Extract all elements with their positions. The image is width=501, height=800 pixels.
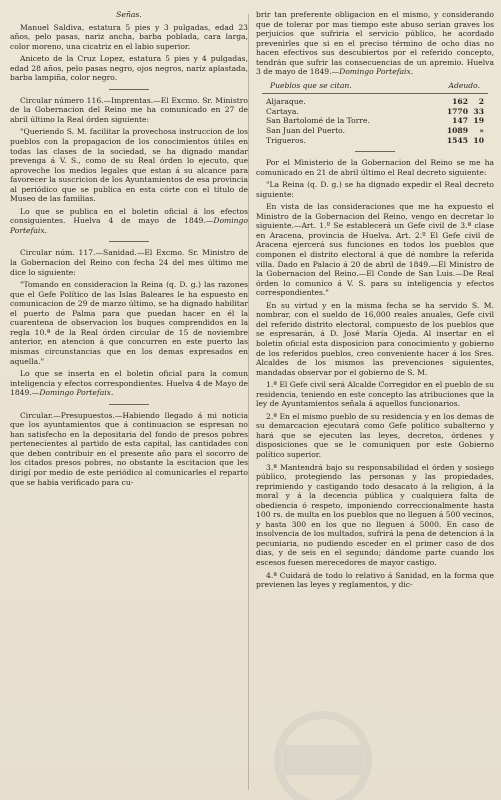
- column-divider: [248, 14, 249, 790]
- debt-cents: 2: [478, 97, 484, 107]
- town-name: Aljaraque.: [266, 97, 306, 107]
- section-separator: [109, 89, 149, 90]
- table-header-towns: Pueblos que se citan.: [270, 80, 352, 90]
- debts-table: [256, 97, 494, 145]
- table-row: [256, 126, 494, 136]
- rule-2: 2.ª En el mismo pueblo de su residencia y en los demas de su demarcacion ejecutará como Gefe político subalterno y hará que se ejecuten las leyes, decretos, órdenes y disposiciones que se le comuniquen por este Gobierno político superior.: [256, 411, 494, 459]
- town-name: Cartaya.: [266, 106, 299, 116]
- signature: Domingo Portefaix.: [10, 216, 248, 235]
- senas-paragraph-1: Manuel Saldiva, estatura 5 pies y 3 pulgadas, edad 23 años, pelo pasas, nariz ancha, barba poblada, cara larga, color moreno, una cicatriz en el labio superior.: [10, 22, 248, 51]
- presupuestos-continuation: [256, 10, 494, 77]
- circular-117-heading: Circular núm. 117.—Sanidad.—El Excmo. Sr. Ministro de la Gobernacion del Reino con fecha 24 del mes último me dice lo siguiente:: [10, 248, 248, 277]
- circular-116-order: "Queriendo S. M. facilitar la provechosa instruccion de los pueblos con la propagacion de los conocimientos útiles en todas las clases de la sociedad, se ha dignado mandar prevenga á V. S., como de su Real órden lo ejecuto, que aproveche los medios legales que estan á su alcance para favorecer la suscricion de los Ayuntamientos de esa provincia al periódico que se publica en esta córte con el título de Museo de las familias.: [10, 127, 248, 204]
- debt-amount: 147: [452, 116, 468, 126]
- signature: Domingo Portefaix.: [339, 67, 414, 77]
- senas-title: Señas.: [116, 10, 142, 19]
- closing-text: Lo que se publica en el boletin oficial á los efectos consiguientes. Huelva 4 de mayo de 1849.—: [10, 206, 248, 226]
- left-column: [10, 10, 248, 490]
- town-name: San Juan del Puerto.: [266, 126, 346, 136]
- table-rule: [262, 93, 488, 94]
- rule-1: 1.ª El Gefe civil será Alcalde Corregidor en el pueblo de su residencia, teniendo en este concepto las atribuciones que la ley de Ayuntamientos señala á aquellos funcionarios.: [256, 380, 494, 409]
- debt-cents: 10: [473, 135, 484, 145]
- town-name: Trigueros.: [266, 135, 306, 145]
- decree-quote: "La Reina (q. D. g.) se ha dignado expedir el Real decreto siguiente:: [256, 180, 494, 199]
- decree-intro: Por el Ministerio de la Gobernacion del Reino se me ha comunicado en 21 de abril último el Real decreto siguiente:: [256, 158, 494, 177]
- section-separator: [355, 151, 395, 152]
- senas-paragraph-2: Aniceto de la Cruz Lopez, estatura 5 pies y 4 pulgadas, edad 28 años, pelo pasas negro, ojos negros, nariz aplastada, barba lampiña, color negro.: [10, 54, 248, 83]
- table-row: [256, 107, 494, 117]
- right-column: [256, 10, 494, 593]
- debt-cents: »: [479, 126, 484, 136]
- signature: Domingo Portefaix.: [39, 388, 114, 398]
- debt-amount: 1770: [446, 106, 468, 116]
- rule-3: 3.ª Mantendrá bajo su responsabilidad el órden y sosiego público, protegiendo las personas y las propiedades, reprimiendo y castigando todo desacato á la religion, á la moral y á la decencia pública y cualquiera falta de obediencia ó respeto, imponiendo correccionalmente hasta 100 rs. de multa en los pueblos que no lleguen á 500 vecinos, y hasta 300 en los que no lleguen á 5000. En caso de insolvencia de los multados, sufrirá la pena de detencion á la pecuniaria, no pudiendo esceder en el primer caso de dos dias, y de seis en el segundo; dándome parte cuando los escesos fuesen merecedores de mayor castigo.: [256, 462, 494, 567]
- continuation-text: brir tan preferente obligacion en el mismo, y considerando que de tolerar por mas tiempo este abuso serian graves los perjuicios que sufriria el servicio público, he acordado prevenirles que si en el preciso término de ocho dias no hacen efectivos sus descubiertos por el referido concepto, tendrán que sufrir las consecuencias de un apremio. Huelva 3 de mayo de 1849.—: [256, 10, 494, 77]
- section-separator: [109, 404, 149, 405]
- town-name: San Bartolomé de la Torre.: [266, 116, 370, 126]
- debt-amount: 1089: [446, 126, 468, 136]
- circular-117-order: "Tomando en consideracion la Reina (q. D. g.) las razones que el Gefe Político de las Islas Baleares le ha espuesto en comunicacion de 29 de marzo último, se ha dignado habilitar el puerto de Palma para que puedan hacer en él la cuarentena de observacion los buques comprendidos en la regla 10.ª de la Real órden circular de 15 de noviembre anterior, en atencion á que concurren en este puerto las mismas circunstancias que en los demas expresados en aquella.": [10, 280, 248, 366]
- debt-cents: 33: [473, 106, 484, 116]
- table-row: [256, 116, 494, 126]
- circular-117-closing: [10, 369, 248, 398]
- section-separator: [109, 241, 149, 242]
- table-row: [256, 97, 494, 107]
- debt-cents: 19: [473, 116, 484, 126]
- decree-body: En vista de las consideraciones que me ha expuesto el Ministro de la Gobernacion del Reino, vengo en decretar lo siguiente.—Art. 1.º Se establecerá un Gefe civil de 3.ª clase en Aracena, provincia de Huelva. Art. 2.º El Gefe civil de Aracena ejercerá sus funciones en todos los pueblos que componen el distrito electoral á que dé nombre la referida villa. Dado en Palacio á 20 de abril de 1849.—El Ministro de la Gobernacion del Reino.—El Conde de San Luis.—De Real órden lo comunico á V. S. para su inteligencia y efectos correspondientes.": [256, 202, 494, 298]
- debt-amount: 162: [452, 97, 468, 107]
- closing-text: Lo que se inserta en el boletin oficial para la comun inteligencia y efectos correspondientes. Huelva 4 de Mayo de 1849.—: [10, 369, 248, 398]
- circular-116-heading: Circular número 116.—Imprentas.—El Excmo. Sr. Ministro de la Gobernacion del Reino me ha comunicado en 27 de abril último la Real órden siguiente:: [10, 95, 248, 124]
- library-watermark: [248, 700, 398, 800]
- circular-116-closing: [10, 207, 248, 236]
- table-row: [256, 136, 494, 146]
- circular-presupuestos: Circular.—Presupuestos.—Habiendo llegado á mi noticia que los ayuntamientos que á continuacion se espresan no han satisfecho en la depositaria del fondo de presos pobres pertenecientes al partido de esta capital, las cantidades con que deben contribuir en el presente año para el socorro de los citados presos pobres, no obstante la escitacion que les dirigí por medio de este periódico al comunicarles el reparto que se habia verificado para cu-: [10, 410, 248, 487]
- rule-4: 4.ª Cuidará de todo lo relativo á Sanidad, en la forma que previenen las leyes y reglamentos, y dic-: [256, 570, 494, 590]
- debts-table-header: [256, 81, 494, 91]
- appointment-paragraph: En su virtud y en la misma fecha se ha servido S. M. nombrar, con el sueldo de 16,000 reales anuales, Gefe civil del referido distrito electoral, compuesto de los pueblos que se espresarán, á D. José María Ojeda. Al insertar en el boletin oficial esta disposicion para conocimiento y gobierno de los referidos pueblos, creo conveniente hacer á los Sres. Alcaldes de los mismos las prevenciones siguientes, mandadas observar por el gobierno de S. M.: [256, 300, 494, 377]
- table-header-debt: Adeudo.: [448, 80, 480, 90]
- debt-amount: 1545: [446, 135, 468, 145]
